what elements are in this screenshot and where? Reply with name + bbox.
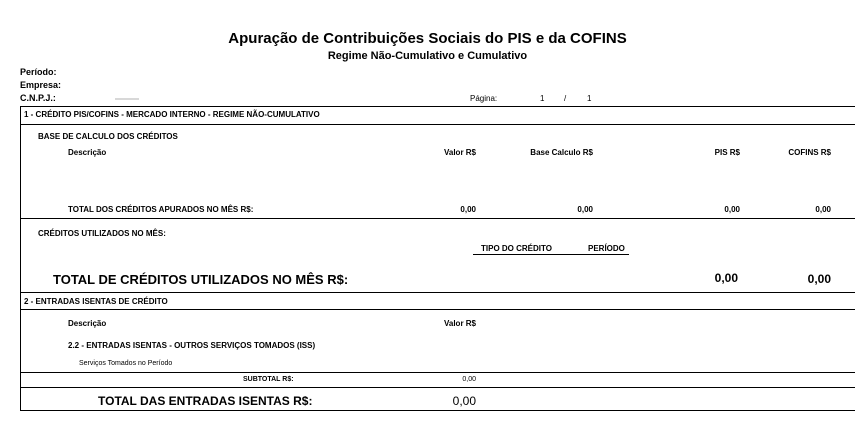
page-total: 1: [587, 94, 592, 103]
section1-top-rule: [20, 106, 855, 107]
subtotal-bottom-rule: [20, 387, 855, 388]
utilizados-title: CRÉDITOS UTILIZADOS NO MÊS:: [38, 229, 166, 238]
report-title: Apuração de Contribuições Sociais do PIS e da COFINS: [228, 30, 627, 47]
section2-title: 2 - ENTRADAS ISENTAS DE CRÉDITO: [24, 297, 168, 306]
section2-title-rule: [20, 309, 855, 310]
section2-col-valor: Valor R$: [443, 319, 476, 328]
section2-col-descricao: Descrição: [68, 319, 107, 328]
total-apurados-valor: 0,00: [460, 205, 476, 214]
periodo-label: Período:: [20, 67, 57, 77]
base-calculo-title: BASE DE CALCULO DOS CRÉDITOS: [38, 132, 178, 141]
section2-subtitle: 2.2 - ENTRADAS ISENTAS - OUTROS SERVIÇOS TOMADOS (ISS): [68, 341, 316, 350]
col-descricao: Descrição: [68, 148, 107, 157]
cnpj-label: C.N.P.J.:: [20, 93, 56, 103]
subtotal-value: 0,00: [462, 376, 476, 383]
total-utilizados-cofins: 0,00: [807, 272, 831, 286]
section1-title: 1 - CRÉDITO PIS/COFINS - MERCADO INTERNO - REGIME NÃO-CUMULATIVO: [24, 110, 320, 119]
total-apurados-cofins: 0,00: [815, 205, 831, 214]
total-apurados-pis: 0,00: [724, 205, 740, 214]
cnpj-redacted-value: [115, 98, 139, 100]
section1-title-rule: [20, 124, 855, 125]
page-separator: /: [564, 94, 567, 103]
periodo-col-label: PERÍODO: [588, 244, 625, 253]
subtotal-top-rule: [20, 372, 855, 373]
tipo-credito-underline: [473, 254, 629, 255]
report-bottom-rule: [20, 410, 855, 411]
total-utilizados-pis: 0,00: [714, 271, 738, 285]
section1-bottom-rule: [20, 292, 855, 293]
total-apurados-base: 0,00: [577, 205, 593, 214]
total-isentas-value: 0,00: [452, 394, 476, 408]
col-base-calculo: Base Calculo R$: [530, 148, 593, 157]
tipo-credito-label: TIPO DO CRÉDITO: [481, 244, 552, 253]
empresa-label: Empresa:: [20, 80, 62, 90]
report-left-border: [20, 106, 21, 411]
col-cofins: COFINS R$: [788, 148, 831, 157]
total-isentas-label: TOTAL DAS ENTRADAS ISENTAS R$:: [98, 394, 313, 408]
col-pis: PIS R$: [714, 148, 740, 157]
report-subtitle: Regime Não-Cumulativo e Cumulativo: [327, 50, 528, 62]
pagina-label: Página:: [470, 94, 498, 103]
subtotal-label: SUBTOTAL R$:: [243, 376, 294, 383]
page-current: 1: [540, 94, 545, 103]
section2-item: Serviços Tomados no Período: [79, 360, 173, 367]
col-valor: Valor R$: [443, 148, 476, 157]
total-utilizados-label: TOTAL DE CRÉDITOS UTILIZADOS NO MÊS R$:: [53, 272, 349, 287]
total-apurados-label: TOTAL DOS CRÉDITOS APURADOS NO MÊS R$:: [68, 205, 254, 214]
total-apurados-rule: [20, 218, 855, 219]
